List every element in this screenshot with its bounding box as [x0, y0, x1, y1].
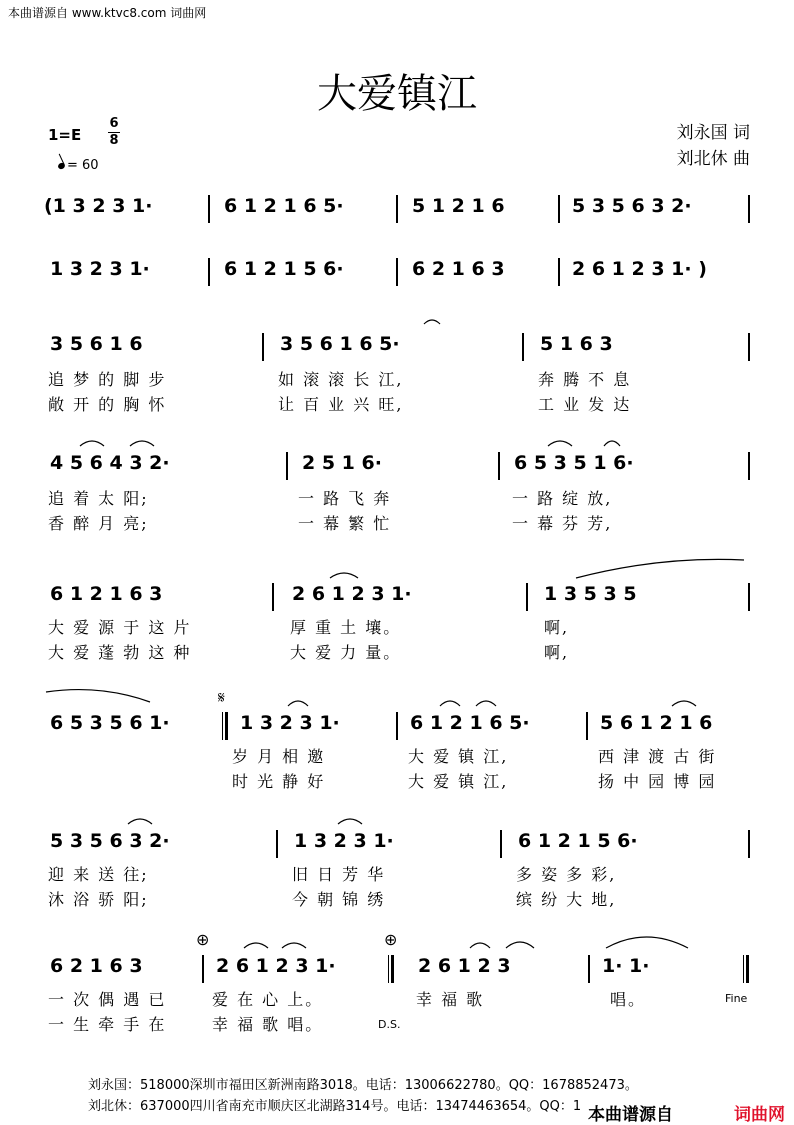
lyric-verse-1: 啊, — [544, 618, 570, 637]
barline — [588, 955, 590, 983]
lyric-verse-1: 爱 在 心 上。 — [212, 990, 324, 1009]
slur — [604, 441, 620, 446]
score-row-6 — [0, 712, 794, 742]
slur — [576, 559, 744, 578]
measure-notes: 6 1 2 1 6 5· — [224, 195, 344, 217]
barline — [222, 712, 228, 740]
barline — [748, 830, 750, 858]
lyric-verse-1: 大 爱 源 于 这 片 — [48, 618, 192, 637]
barline — [396, 195, 398, 223]
measure-notes: 6 5 3 5 1 6· — [514, 452, 634, 474]
slur — [282, 943, 306, 948]
slur — [46, 690, 150, 702]
lyric-verse-1: 岁 月 相 邀 — [232, 747, 326, 766]
lyric-verse-2: 沐 浴 骄 阳; — [48, 890, 149, 909]
footer-logo-text: 本曲谱源自 — [588, 1105, 673, 1125]
lyric-verse-2: 时 光 静 好 — [232, 772, 326, 791]
measure-notes: 2 6 1 2 3 1· — [292, 583, 412, 605]
barline — [500, 830, 502, 858]
barline — [208, 195, 210, 223]
fine-mark: Fine — [725, 992, 748, 1005]
measure-notes: 5 3 5 6 3 2· — [50, 830, 170, 852]
lyric-verse-1: 一 路 飞 奔 — [298, 489, 392, 508]
measure-notes: 6 1 2 1 6 5· — [410, 712, 530, 734]
ds-mark: D.S. — [378, 1018, 401, 1031]
measure-notes: 5 1 2 1 6 — [412, 195, 505, 217]
slur — [128, 819, 152, 824]
lyric-verse-2: 敞 开 的 胸 怀 — [48, 395, 167, 414]
source-header: 本曲谱源自 www.ktvc8.com 词曲网 — [8, 6, 207, 20]
slur — [672, 701, 696, 706]
measure-notes: 3 5 6 1 6 — [50, 333, 143, 355]
measure-notes: 6 1 2 1 5 6· — [224, 258, 344, 280]
footer-contact-1: 刘永国：518000深圳市福田区新洲南路3018。电话：13006622780。QQ：1678852473。 — [88, 1078, 638, 1093]
measure-notes: 4 5 6 4 3 2· — [50, 452, 170, 474]
footer-contact-2: 刘北休：637000四川省南充市顺庆区北湖路314号。电话：13474463654。QQ：1 — [88, 1099, 582, 1114]
measure-notes: 5 6 1 2 1 6 — [600, 712, 713, 734]
barline — [276, 830, 278, 858]
barline — [526, 583, 528, 611]
lyric-verse-1: 西 津 渡 古 街 — [598, 747, 717, 766]
score-row-8 — [0, 955, 794, 985]
barline — [396, 712, 398, 740]
lyric-verse-2: 一 幕 芬 芳, — [512, 514, 613, 533]
barline — [748, 583, 750, 611]
barline — [748, 195, 750, 223]
measure-notes: 1 3 2 3 1· — [50, 258, 150, 280]
lyric-verse-1: 幸 福 歌 — [416, 990, 485, 1009]
lyric-verse-2: 大 爱 力 量。 — [290, 643, 402, 662]
measure-notes: (1 3 2 3 1· — [44, 195, 153, 217]
measure-notes: 6 2 1 6 3 — [50, 955, 143, 977]
score-row-4 — [0, 452, 794, 482]
barline — [272, 583, 274, 611]
song-title: 大爱镇江 — [317, 71, 477, 117]
slur — [288, 701, 308, 706]
meter-top: 6 — [109, 116, 119, 131]
measure-notes: 6 1 2 1 5 6· — [518, 830, 638, 852]
measure-notes: 2 6 1 2 3 — [418, 955, 511, 977]
measure-notes: 3 5 6 1 6 5· — [280, 333, 400, 355]
segno-icon: 𝄋 — [218, 688, 225, 707]
tempo-value: = 60 — [67, 158, 99, 173]
slur — [476, 701, 496, 706]
slur — [338, 819, 362, 824]
measure-notes: 5 3 5 6 3 2· — [572, 195, 692, 217]
coda-icon: ⊕ — [384, 930, 398, 949]
measure-notes: 6 2 1 6 3 — [412, 258, 505, 280]
measure-notes: 2 6 1 2 3 1· ) — [572, 258, 707, 280]
tempo-marking — [58, 158, 99, 173]
slur — [80, 441, 104, 446]
score-row-1 — [0, 195, 794, 225]
measure-notes: 1 3 5 3 5 — [544, 583, 637, 605]
measure-notes: 1· 1· — [602, 955, 650, 977]
measure-notes: 1 3 2 3 1· — [240, 712, 340, 734]
slur — [548, 441, 572, 446]
measure-notes: 5 1 6 3 — [540, 333, 613, 355]
lyric-verse-1: 迎 来 送 往; — [48, 865, 149, 884]
coda-icon: ⊕ — [196, 930, 210, 949]
barline — [202, 955, 204, 983]
lyric-verse-2: 大 爱 蓬 勃 这 种 — [48, 643, 192, 662]
slur — [424, 320, 440, 324]
lyric-verse-2: 一 生 牵 手 在 — [48, 1015, 167, 1034]
barline — [522, 333, 524, 361]
lyric-verse-2: 啊, — [544, 643, 570, 662]
lyric-verse-1: 旧 日 芳 华 — [292, 865, 386, 884]
barline — [208, 258, 210, 286]
slur — [506, 942, 534, 948]
composer-credit: 刘北休 曲 — [676, 149, 750, 169]
time-signature — [108, 116, 120, 149]
slur — [130, 441, 154, 446]
score-row-5 — [0, 583, 794, 613]
lyric-verse-2: 今 朝 锦 绣 — [292, 890, 386, 909]
barline — [396, 258, 398, 286]
measure-notes: 2 5 1 6· — [302, 452, 382, 474]
lyric-verse-2: 香 醉 月 亮; — [48, 514, 149, 533]
slur — [440, 701, 460, 706]
lyric-verse-1: 追 梦 的 脚 步 — [48, 370, 167, 389]
barline — [748, 333, 750, 361]
lyric-verse-1: 追 着 太 阳; — [48, 489, 149, 508]
lyricist-credit: 刘永国 词 — [676, 123, 750, 143]
score-row-2 — [0, 258, 794, 288]
barline — [748, 452, 750, 480]
meter-bottom: 8 — [109, 133, 119, 148]
lyric-verse-1: 多 姿 多 彩, — [516, 865, 617, 884]
lyric-verse-1: 厚 重 土 壤。 — [290, 618, 402, 637]
lyric-verse-1: 一 路 绽 放, — [512, 489, 613, 508]
lyric-verse-1: 奔 腾 不 息 — [538, 370, 632, 389]
slur — [470, 943, 490, 948]
barline — [286, 452, 288, 480]
barline — [388, 955, 394, 983]
lyric-verse-2: 大 爱 镇 江, — [408, 772, 509, 791]
slur — [244, 943, 268, 948]
score-row-3 — [0, 333, 794, 363]
lyric-verse-2: 幸 福 歌 唱。 — [212, 1015, 324, 1034]
lyric-verse-1: 如 滚 滚 长 江, — [278, 370, 404, 389]
measure-notes: 6 1 2 1 6 3 — [50, 583, 163, 605]
barline — [498, 452, 500, 480]
lyric-verse-2: 让 百 业 兴 旺, — [278, 395, 404, 414]
slur — [606, 937, 688, 948]
lyric-verse-1: 一 次 偶 遇 已 — [48, 990, 167, 1009]
barline — [743, 955, 749, 983]
measure-notes: 1 3 2 3 1· — [294, 830, 394, 852]
key-signature: 1=E — [48, 126, 82, 144]
slur — [330, 573, 358, 578]
barline — [262, 333, 264, 361]
measure-notes: 6 5 3 5 6 1· — [50, 712, 170, 734]
lyric-verse-2: 缤 纷 大 地, — [516, 890, 617, 909]
lyric-verse-2: 一 幕 繁 忙 — [298, 514, 392, 533]
lyric-verse-2: 扬 中 园 博 园 — [598, 772, 717, 791]
score-row-7 — [0, 830, 794, 860]
lyric-verse-1: 唱。 — [610, 990, 647, 1009]
footer-site-logo[interactable]: 词曲网 — [734, 1105, 785, 1125]
lyric-verse-1: 大 爱 镇 江, — [408, 747, 509, 766]
lyric-verse-2: 工 业 发 达 — [538, 395, 632, 414]
quarter-note-icon — [57, 162, 66, 170]
barline — [586, 712, 588, 740]
barline — [558, 195, 560, 223]
barline — [558, 258, 560, 286]
measure-notes: 2 6 1 2 3 1· — [216, 955, 336, 977]
